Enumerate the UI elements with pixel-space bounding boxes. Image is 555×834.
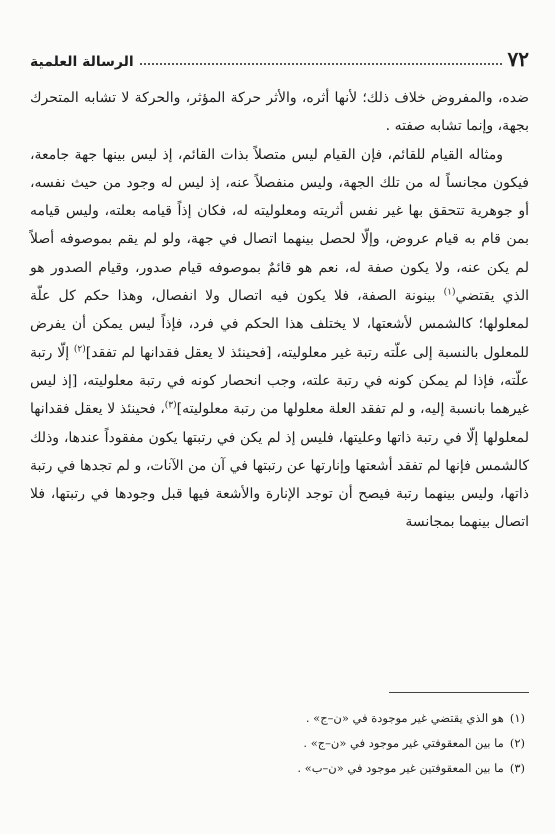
running-title: الرسالة العلمية xyxy=(30,54,134,70)
main-text xyxy=(30,84,529,537)
footnote-text: ما بين المعقوفتي غير موجود في «ن–ج» . xyxy=(303,736,504,750)
footnote-number: (٣) xyxy=(509,761,525,775)
page-number: ٧٢ xyxy=(507,47,529,71)
footnote-marker-1[interactable]: (١) xyxy=(443,287,456,298)
footnote-text: هو الذي يقتضي غير موجودة في «ن–ج» . xyxy=(305,711,504,725)
paragraph-2 xyxy=(30,141,529,537)
footnote-separator xyxy=(389,692,529,693)
footnote-3 xyxy=(30,756,525,781)
paragraph-1: ضده، والمفروض خلاف ذلك؛ لأنها أثره، والأثر حركة المؤثر، والحركة لا تشابه المتحرك بجهة، وإنما تشابه صفته . xyxy=(30,90,529,135)
page-header xyxy=(30,42,529,72)
footnote-text: ما بين المعقوفتين غير موجود في «ن–ب» . xyxy=(297,761,504,775)
paragraph-2-part-a: ومثاله القيام للقائم، فإن القيام ليس متصلاً بذات القائم، إذ ليس بينها جهة جامعة، فيكون مجانساً له من تلك الجهة، وليس منفصلاً عنه، إذ ليس له وجود من حيث نفسه، أو جوهرية تتحقق بها غير نفس أثريته ومعلوليته له، فكان إذاً قيامه بعلته، وليس قيامه بمن قام به قيام عروض، وإلّا لحصل بينهما اتصال في جهة، ولو لم يقم بموصوفه أصلاً لم يكن عنه، ولا يكون صفة له، نعم هو قائمٌ بموصوفه قيام صدور، وقيام الصدور هو الذي يقتضي xyxy=(30,146,529,305)
footnote-marker-3[interactable]: (٣) xyxy=(164,400,177,411)
header-dotted-leader xyxy=(140,63,502,65)
footnote-2 xyxy=(30,731,525,756)
paragraph-2-part-b: بينونة الصفة، فلا يكون فيه اتصال ولا انفصال، وهذا حكم كل علّة لمعلولها؛ كالشمس لأشعتها، لا يختلف هذا الحكم في فرد، فإذاً ليس يمكن أن يفرض للمعلول بالنسبة إلى علّته رتبة غير معلوليته، [فحينئذ لا يعقل فقدانها لم تفقد] xyxy=(30,288,529,361)
footnote-1 xyxy=(30,706,525,731)
footnotes xyxy=(30,706,525,781)
footnote-number: (٢) xyxy=(509,736,525,750)
paragraph-2-part-d: ، فحينئذ لا يعقل فقدانها لمعلولها إلّا في رتبة ذاتها وعليتها، فليس إذ لم يكن في رتبتها يكون مفقوداً عندها، وذلك كالشمس فإنها لم تفقد أشعتها وإنارتها عن رتبتها في آن من الآنات، و لم تجدها في رتبة ذاتها، وليس بينهما رتبة فيصح أن توجد الإنارة والأشعة فيها قبل وجودها في رتبتها، فلا اتصال بينهما بمجانسة xyxy=(30,401,529,531)
footnote-marker-2[interactable]: (٢) xyxy=(73,344,86,355)
footnote-number: (١) xyxy=(509,711,525,725)
paragraph-2-part-c: إلّا رتبة علّته، فإذا لم يمكن كونه في رتبة علته، وجب انحصار كونه في رتبة معلوليته، [إذ ليس غيرهما بانسبة إليه، و لم تفقد العلة معلولها من رتبة معلوليته] xyxy=(30,344,529,418)
